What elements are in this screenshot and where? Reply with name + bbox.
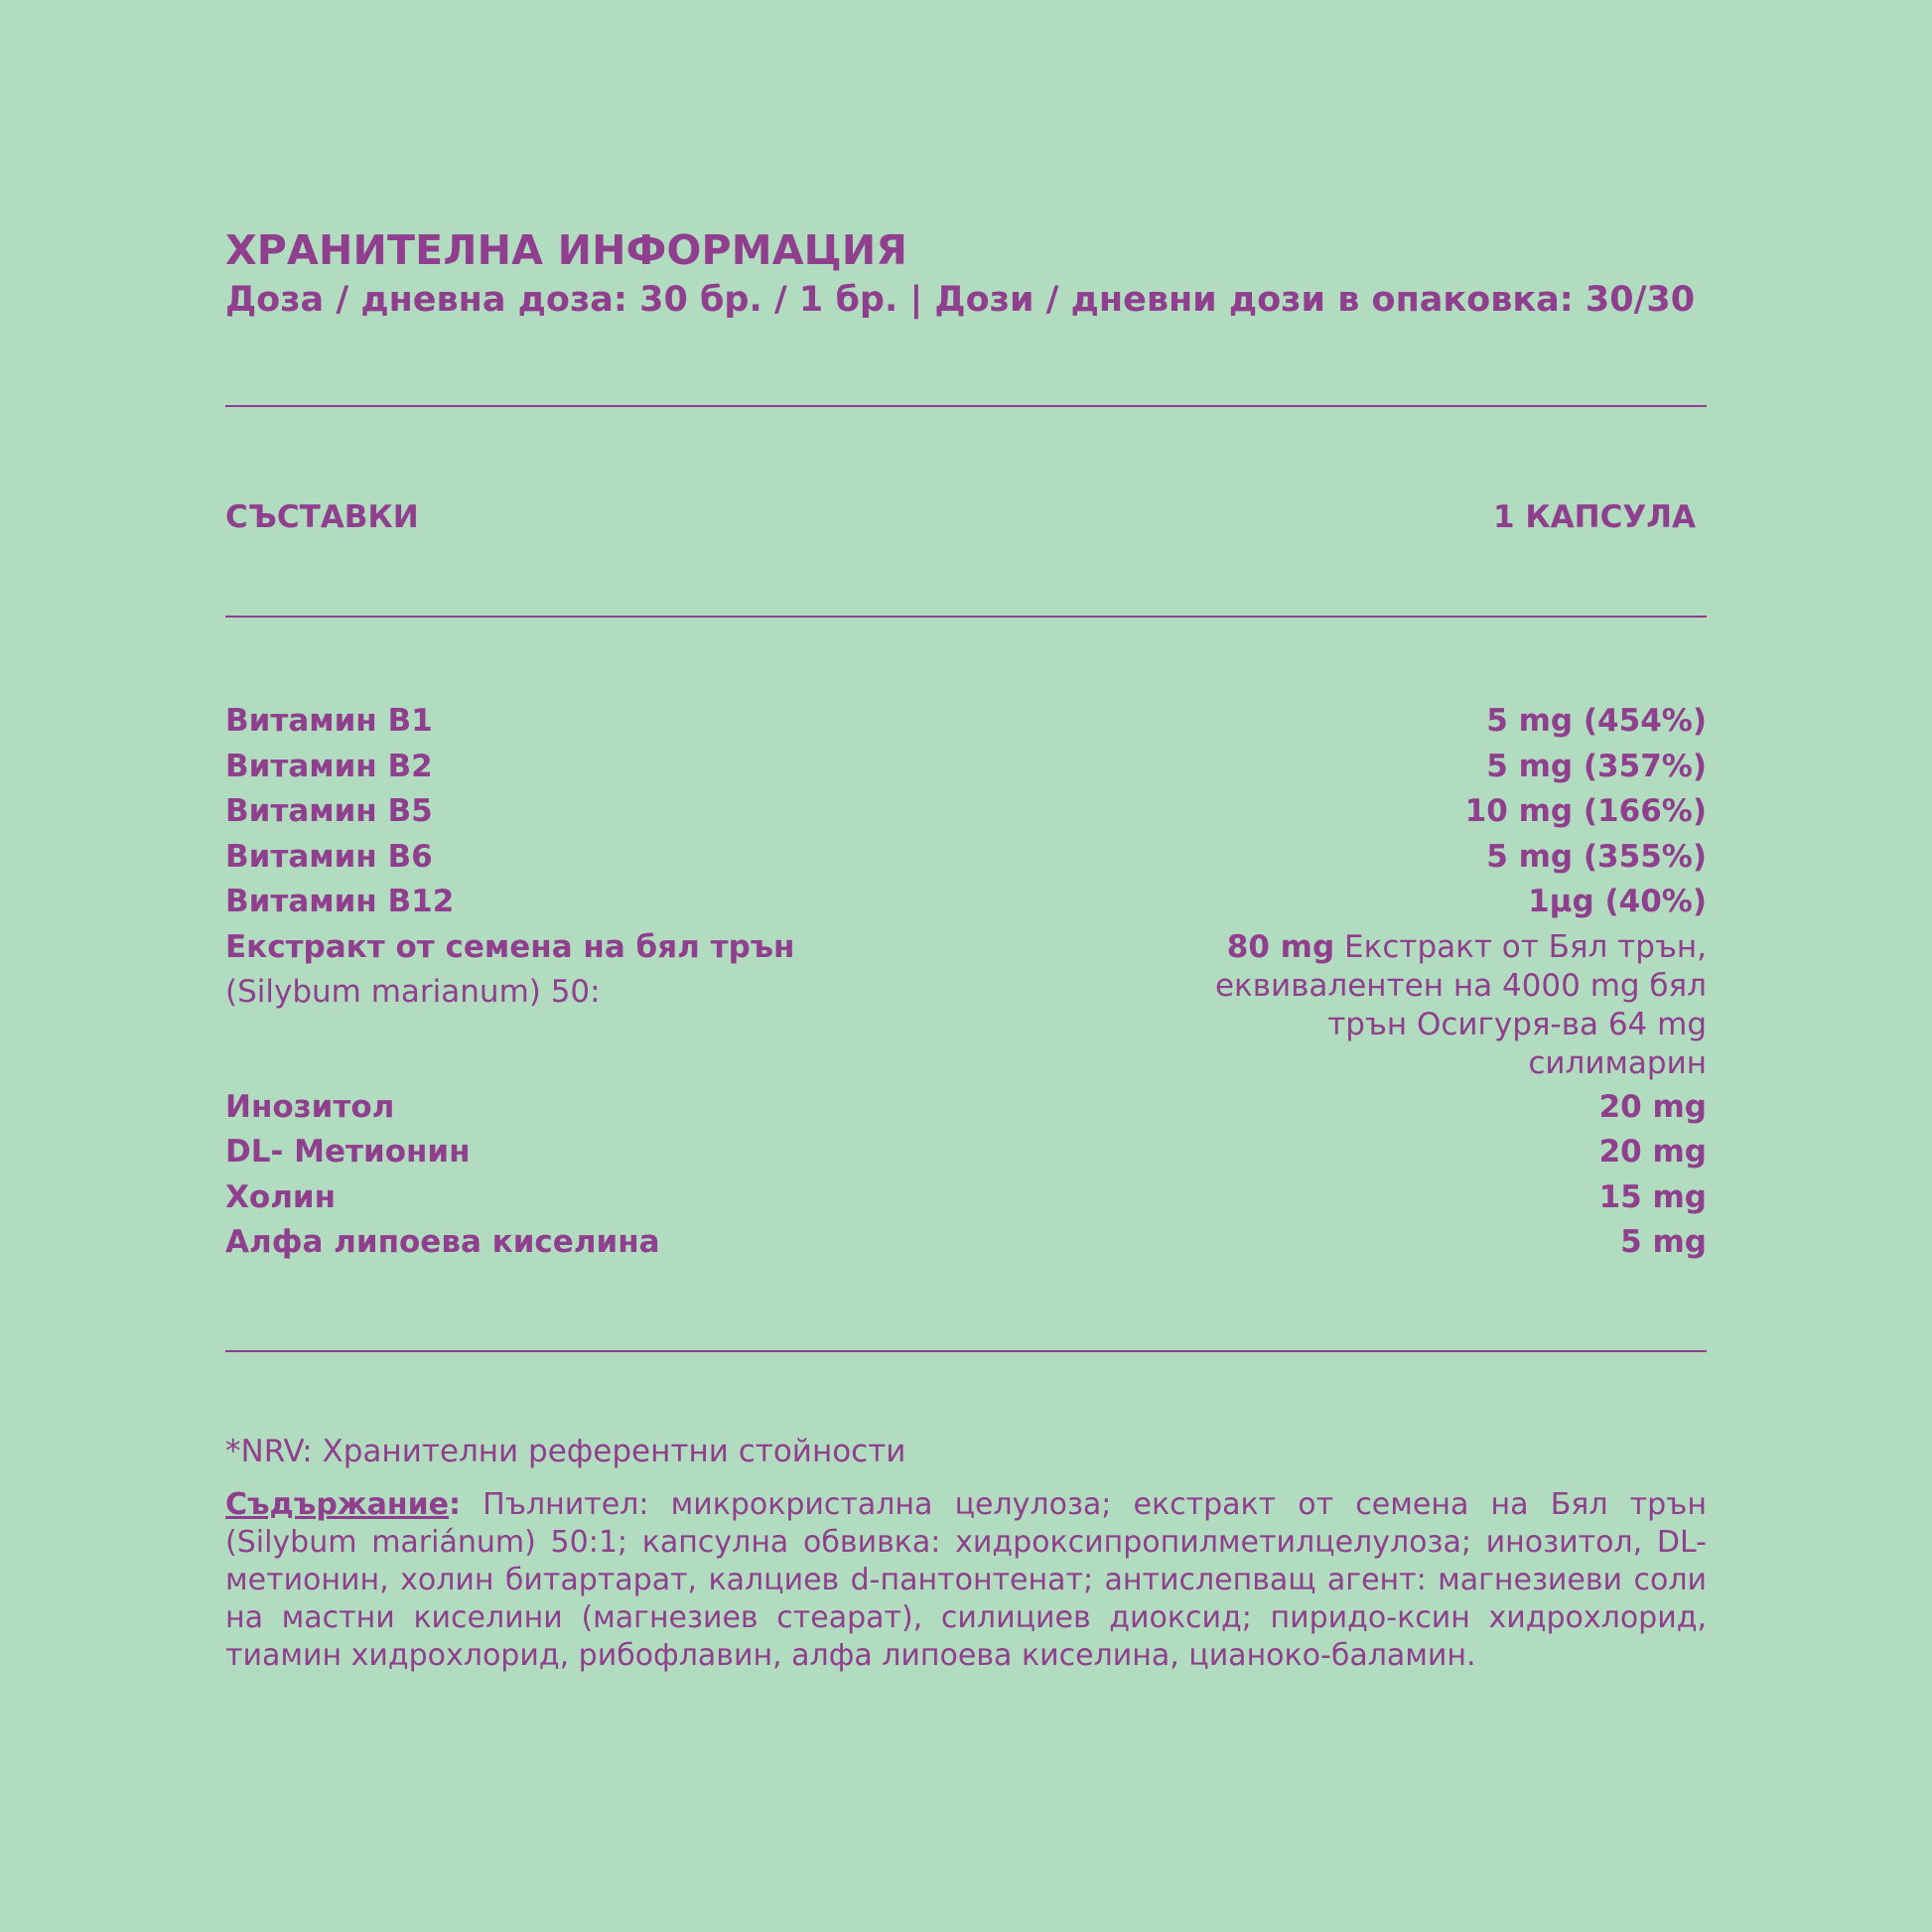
table-row bbox=[225, 1175, 1707, 1221]
column-header-per-capsule: 1 КАПСУЛА bbox=[1492, 499, 1696, 535]
ingredient-name: Витамин B2 bbox=[225, 748, 433, 784]
dose-info: Доза / дневна доза: 30 бр. / 1 бр. | Дози / дневни дози в опаковка: 30/30 bbox=[225, 280, 1696, 320]
ingredients-paragraph bbox=[225, 1486, 1707, 1675]
extract-name-bold: Екстракт от семена на бял трън bbox=[225, 928, 795, 965]
nutrition-table bbox=[225, 699, 1707, 1266]
ingredient-name: Холин bbox=[225, 1178, 337, 1215]
extract-name-latin: (Silybum marianum) 50: bbox=[225, 974, 601, 1010]
ingredient-value: 5 mg (355%) bbox=[1486, 838, 1707, 875]
table-row bbox=[225, 699, 1707, 745]
content-text: Пълнител: микрокристална целулоза; екстракт от семена на Бял трън (Silybum mariánum) 50:1; капсулна обвивка: хидроксипропилметилцелулоза; инозитол, DL-метионин, холин битартарат, калциев d-пантонтенат; антислепващ агент: магнезиеви соли на мастни киселини (магнезиев стеарат), силициев диоксид; пиридо-ксин хидрохлорид, тиамин хидрохлорид, рибофлавин, алфа липоева киселина, цианоко-баламин. bbox=[225, 1487, 1707, 1673]
ingredient-name: Витамин B1 bbox=[225, 703, 433, 739]
ingredient-value: 5 mg bbox=[1620, 1224, 1707, 1260]
divider-top bbox=[225, 405, 1707, 407]
content-label: Съдържание bbox=[225, 1487, 449, 1522]
ingredient-name: DL- Метионин bbox=[225, 1134, 471, 1170]
table-row bbox=[225, 1220, 1707, 1266]
ingredient-name bbox=[225, 925, 821, 1016]
ingredient-value: 10 mg (166%) bbox=[1464, 793, 1707, 829]
column-header-ingredients: СЪСТАВКИ bbox=[225, 499, 419, 535]
ingredient-name: Алфа липоева киселина bbox=[225, 1224, 660, 1260]
table-row bbox=[225, 880, 1707, 925]
table-row-extract bbox=[225, 925, 1707, 1083]
ingredient-name: Витамин B6 bbox=[225, 838, 433, 875]
ingredient-name: Витамин B12 bbox=[225, 884, 455, 919]
ingredient-value bbox=[1171, 928, 1707, 1083]
ingredient-name: Витамин B5 bbox=[225, 793, 433, 829]
table-row bbox=[225, 835, 1707, 881]
table-row bbox=[225, 1085, 1707, 1131]
page-title: ХРАНИТЕЛНА ИНФОРМАЦИЯ bbox=[225, 226, 908, 274]
content-colon: : bbox=[449, 1487, 461, 1522]
ingredient-value: 15 mg bbox=[1598, 1178, 1707, 1215]
table-row bbox=[225, 789, 1707, 835]
extract-description: Екстракт от Бял трън, еквивалентен на 4000 mg бял трън Осигуря-ва 64 mg силимарин bbox=[1214, 928, 1707, 1081]
nrv-footnote: *NRV: Хранителни референтни стойности bbox=[225, 1434, 906, 1469]
ingredient-name: Инозитол bbox=[225, 1088, 395, 1125]
table-row bbox=[225, 1130, 1707, 1175]
ingredient-value: 5 mg (454%) bbox=[1486, 703, 1707, 739]
divider-header bbox=[225, 616, 1707, 618]
ingredient-value: 1µg (40%) bbox=[1528, 884, 1707, 919]
extract-amount: 80 mg bbox=[1226, 928, 1335, 965]
ingredient-value: 5 mg (357%) bbox=[1486, 748, 1707, 784]
ingredient-value: 20 mg bbox=[1598, 1088, 1707, 1125]
ingredient-value: 20 mg bbox=[1598, 1134, 1707, 1170]
divider-bottom bbox=[225, 1350, 1707, 1352]
table-row bbox=[225, 745, 1707, 790]
